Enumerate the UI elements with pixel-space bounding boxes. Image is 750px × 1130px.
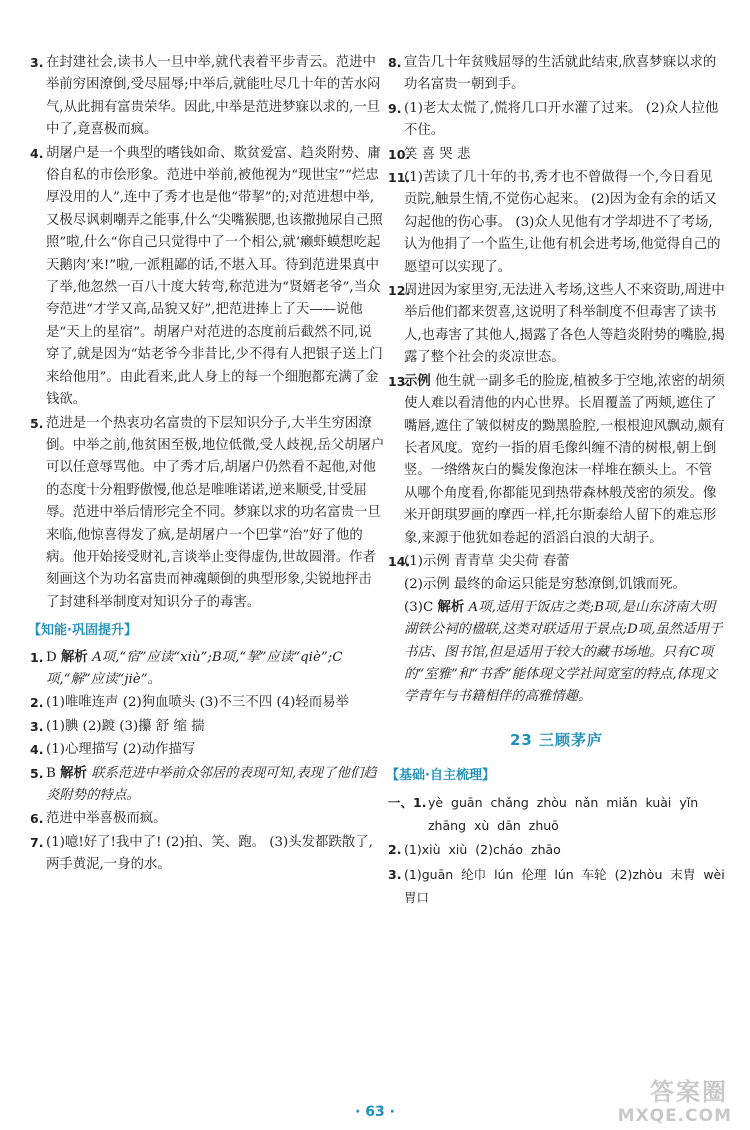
answer-label: (3)C — [404, 599, 434, 615]
pinyin-item — [388, 839, 725, 862]
item-number: 3. — [30, 718, 44, 734]
answer-item — [388, 371, 725, 550]
answer-label: B — [46, 765, 56, 781]
item-number: 5. — [30, 415, 44, 431]
item-number: 1. — [30, 649, 44, 665]
answer-label: D — [46, 649, 57, 665]
answer-item — [30, 808, 385, 830]
answer-text: 他生就一副多毛的脸庞,植被多于空地,浓密的胡须使人难以看清他的内心世界。长眉覆盖了两颊,遮住了嘴唇,遮住了皱似树皮的黝黑脸腔,一根根迎风飘动,颇有长者风度。宽约一指的眉毛像纠缠不清的树根,朝上倒竖。一绺绺灰白的鬓发像泡沫一样堆在额头上。不管从哪个角度看,你都能见到热带森林般茂密的须发。像米开朗琪罗画的摩西一样,托尔斯泰给人留下的难忘形象,来源于他犹如卷起的滔滔白浪的大胡子。 — [404, 373, 725, 546]
item-number: 3. — [388, 866, 402, 882]
answer-item — [30, 832, 385, 877]
pinyin-text: yè guān chǎng zhòu nǎn miǎn kuài yǐn zhāng xù dān zhuō — [428, 794, 699, 833]
item-number: 5. — [30, 765, 44, 781]
answer-item — [388, 52, 725, 97]
item-number: 11. — [388, 170, 411, 186]
answer-item — [30, 647, 385, 692]
answer-item — [30, 143, 385, 412]
answer-item — [388, 144, 725, 166]
answer-item — [388, 98, 725, 143]
answer-item — [30, 52, 385, 142]
answer-text: A项,“宿”应读“xiù”;B项,“挈”应读“qiè”;C项,“解”应读“jiè”。 — [46, 649, 343, 687]
answer-text: A项,适用于饭店之类;B项,是山东济南大明湖铁公祠的楹联,这类对联适用于景点;D项,虽然适用于书店、图书馆,但是适用于较大的藏书场地。只有C项的“室雅”和“书香”能体现文学社间宽室的特点,体现文学青年与书籍相伴的高雅情趣。 — [404, 599, 723, 705]
answer-text: 范进是一个热衷功名富贵的下层知识分子,大半生穷困潦倒。中举之前,他贫困至极,地位低微,受人歧视,岳父胡屠户可以任意辱骂他。中了秀才后,胡屠户仍然看不起他,对他的态度十分粗野傲慢,他总是唯唯诺诺,逆来顺受,甘受屈辱。范进中举后情形完全不同。梦寐以求的功名富贵一旦来临,他惊喜得发了疯,是胡屠户一个巴掌“治”好了他的病。他开始接受财礼,言谈举止变得虚伪,世故圆滑。作者刻画这个为功名富贵而神魂颠倒的典型形象,尖锐地抨击了封建科举制度对知识分子的毒害。 — [46, 415, 385, 610]
item-number: 3. — [30, 55, 44, 70]
answer-subline: (2)示例 最终的命运只能是穷愁潦倒,饥饿而死。 — [404, 577, 686, 593]
right-column — [388, 52, 725, 912]
answer-text: (1)唯唯连声 (2)狗血喷头 (3)不三不四 (4)轻而易举 — [46, 695, 349, 711]
left-column — [30, 52, 385, 878]
answer-item — [30, 692, 385, 714]
answer-item — [30, 413, 385, 615]
watermark-logo — [594, 1072, 736, 1126]
answer-text: 笑 喜 哭 悲 — [404, 146, 471, 162]
pinyin-item — [388, 864, 725, 911]
answer-item — [30, 716, 385, 738]
answer-text: 联系范进中举前众邻居的表现可知,表现了他们趋炎附势的特点。 — [46, 765, 377, 803]
section-title: 【知能·巩固提升】 — [28, 623, 137, 639]
pinyin-item — [388, 792, 725, 839]
item-number: 一、1. — [388, 794, 427, 810]
analysis-keyword: 解析 — [437, 599, 465, 615]
item-number: 2. — [388, 842, 402, 858]
answer-text: (1)老太太慌了,慌将几口开水灌了过来。 (2)众人拉他不住。 — [404, 100, 719, 139]
answer-text: 周进因为家里穷,无法进入考场,这些人不来资助,周进中举后他们都来贺喜,这说明了科举制度不但毒害了读书人,也毒害了其他人,揭露了各色人等趋炎附势的嘴脸,揭露了整个社会的炎凉世态。 — [404, 283, 725, 366]
answer-text: (1)噫!好了!我中了! (2)拍、笑、跑。 (3)头发都跌散了,两手黄泥,一身的水。 — [46, 834, 373, 873]
item-number: 7. — [30, 834, 44, 850]
section-title: 【基础·自主梳理】 — [386, 768, 495, 784]
answer-item — [388, 280, 725, 370]
watermark-title: 答案圈 — [650, 1078, 728, 1106]
answer-text: (1)示例 青青草 尖尖荷 春蕾 — [404, 553, 570, 569]
answer-item — [388, 167, 725, 279]
answer-text: (1)苦读了几十年的书,秀才也不曾做得一个,今日看见贡院,触景生情,不觉伤心起来。 (2)因为金有余的话又勾起他的伤心事。 (3)众人见他有才学却进不了考场,认为他捐了一个监生,让他有机会进考场,他觉得自己的愿望可以实现了。 — [404, 170, 721, 275]
item-number: 9. — [388, 100, 402, 116]
answer-subline — [388, 597, 725, 709]
item-number: 4. — [30, 145, 44, 161]
analysis-keyword: 解析 — [60, 765, 87, 781]
pinyin-text: (1)guān 纶巾 lún 伦理 lún 车轮 (2)zhòu 末胄 wèi 胃口 — [404, 866, 725, 906]
item-number: 8. — [388, 55, 402, 70]
item-number: 2. — [30, 695, 44, 711]
analysis-keyword: 解析 — [61, 649, 88, 665]
answer-text: (1)心理描写 (2)动作描写 — [46, 742, 196, 758]
answer-item — [30, 739, 385, 761]
answer-text: 宣告几十年贫贱屈辱的生活就此结束,欣喜梦寐以求的功名富贵一朝到手。 — [404, 55, 717, 93]
answer-text: 在封建社会,读书人一旦中举,就代表着平步青云。范进中举前穷困潦倒,受尽屈辱;中举后,就能吐尽几十年的苦水闷气,从此拥有富贵荣华。因此,中举是范进梦寐以求的,一旦中了,竟喜极而疯。 — [46, 55, 381, 138]
page-number: · 63 · — [355, 1104, 395, 1120]
item-number: 14. — [388, 553, 411, 569]
item-number: 13. — [388, 373, 411, 389]
item-number: 4. — [30, 742, 44, 758]
answer-item — [388, 551, 725, 573]
pinyin-text: (1)xiù xiù (2)cháo zhāo — [404, 842, 561, 858]
item-number: 10. — [388, 146, 411, 162]
chapter-title: 23 三顾茅庐 — [509, 730, 604, 749]
item-number: 6. — [30, 811, 44, 827]
answer-text: 胡屠户是一个典型的嗜钱如命、欺贫爱富、趋炎附势、庸俗自私的市侩形象。范进中举前,被他视为“现世宝”“烂忠厚没用的人”,连中了秀才也是他“带挈”的;对范进想中举,又极尽讽刺嘲弄之能事,什么“尖嘴猴腮,也该撒抛尿自己照照”啦,什么“你自己只觉得中了一个相公,就‘癞虾蟆想吃起天鹅肉’来!”啦,一派粗鄙的话,不堪入耳。待到范进果真中了举,他忽然一百八十度大转弯,称范进为“贤婿老爷”,当众夸范进“才学又高,品貌又好”,把范进捧上了天——说他是“天上的星宿”。胡屠户对范进的态度前后截然不同,说穿了,就是因为“姑老爷今非昔比,少不得有人把银子送上门来给他用”。由此看来,此人身上的每一个细胞都充满了金钱欲。 — [46, 145, 383, 408]
answer-text: 范进中举喜极而疯。 — [46, 811, 167, 827]
answer-text: (1)腆 (2)踱 (3)攥 舒 缩 揣 — [46, 718, 205, 734]
item-number: 12. — [388, 283, 411, 299]
example-keyword: 示例 — [404, 373, 431, 389]
watermark-url: MXQE.COM — [617, 1106, 732, 1126]
answer-item — [30, 763, 385, 808]
